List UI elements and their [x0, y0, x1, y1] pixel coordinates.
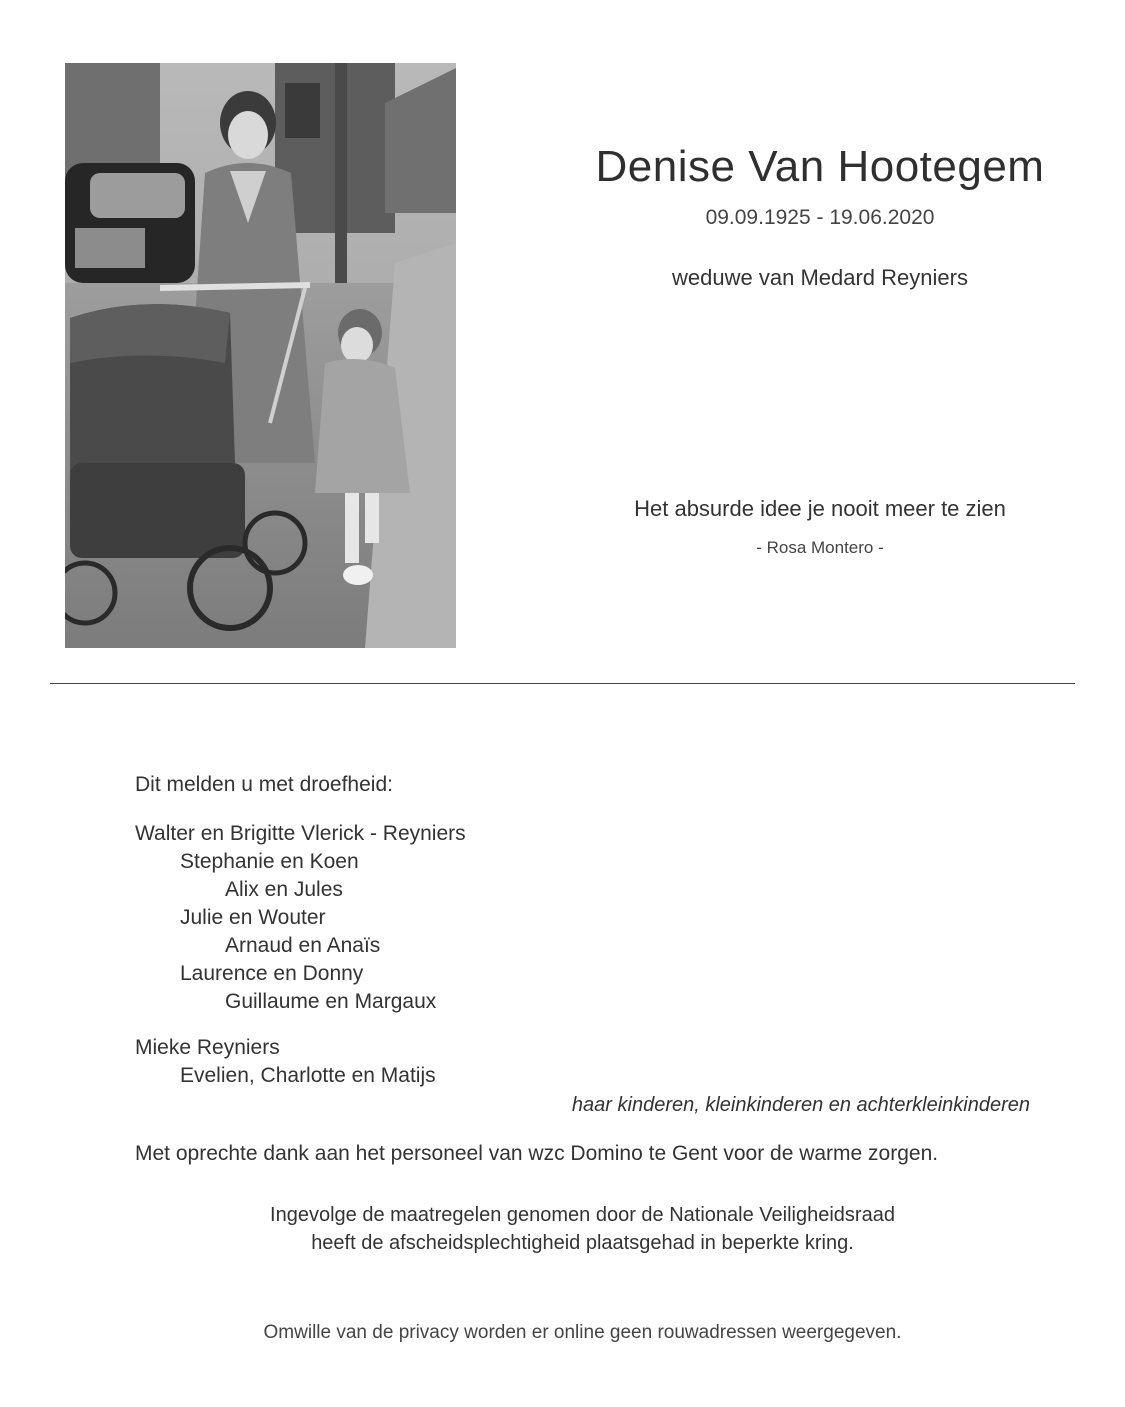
family-relation-caption: haar kinderen, kleinkinderen en achterkleinkinderen: [571, 1094, 1030, 1116]
announcement-line: Dit melden u met droefheid:: [135, 773, 393, 796]
life-dates: 09.09.1925 - 19.06.2020: [705, 206, 935, 229]
family-parent: Mieke Reyniers: [135, 1036, 280, 1059]
family-group-1: [135, 820, 466, 1016]
ceremony-notice: [0, 1201, 1125, 1257]
family-child: Julie en Wouter: [180, 906, 326, 929]
deceased-name: Denise Van Hootegem: [595, 142, 1045, 191]
quote-author: - Rosa Montero -: [756, 538, 884, 557]
family-child: Evelien, Charlotte en Matijs: [180, 1064, 436, 1087]
family-parent: Walter en Brigitte Vlerick - Reyniers: [135, 822, 466, 845]
family-grandchild: Arnaud en Anaïs: [225, 934, 381, 957]
family-group-2: [135, 1034, 436, 1090]
family-child: Laurence en Donny: [180, 962, 364, 985]
portrait-photo: [65, 63, 456, 648]
privacy-note: Omwille van de privacy worden er online geen rouwadressen weergegeven.: [263, 1322, 902, 1343]
family-grandchild: Guillaume en Margaux: [225, 990, 437, 1013]
family-child: Stephanie en Koen: [180, 850, 359, 873]
memorial-quote: Het absurde idee je nooit meer te zien: [634, 496, 1006, 521]
thanks-line: Met oprechte dank aan het personeel van wzc Domino te Gent voor de warme zorgen.: [135, 1142, 939, 1165]
ceremony-notice-line-1: Ingevolge de maatregelen genomen door de Nationale Veiligheidsraad: [270, 1204, 895, 1226]
ceremony-notice-line-2: heeft de afscheidsplechtigheid plaatsgehad in beperkte kring.: [311, 1232, 854, 1254]
spouse-relation: weduwe van Medard Reyniers: [672, 265, 968, 290]
section-divider: [50, 683, 1075, 684]
family-grandchild: Alix en Jules: [225, 878, 343, 901]
